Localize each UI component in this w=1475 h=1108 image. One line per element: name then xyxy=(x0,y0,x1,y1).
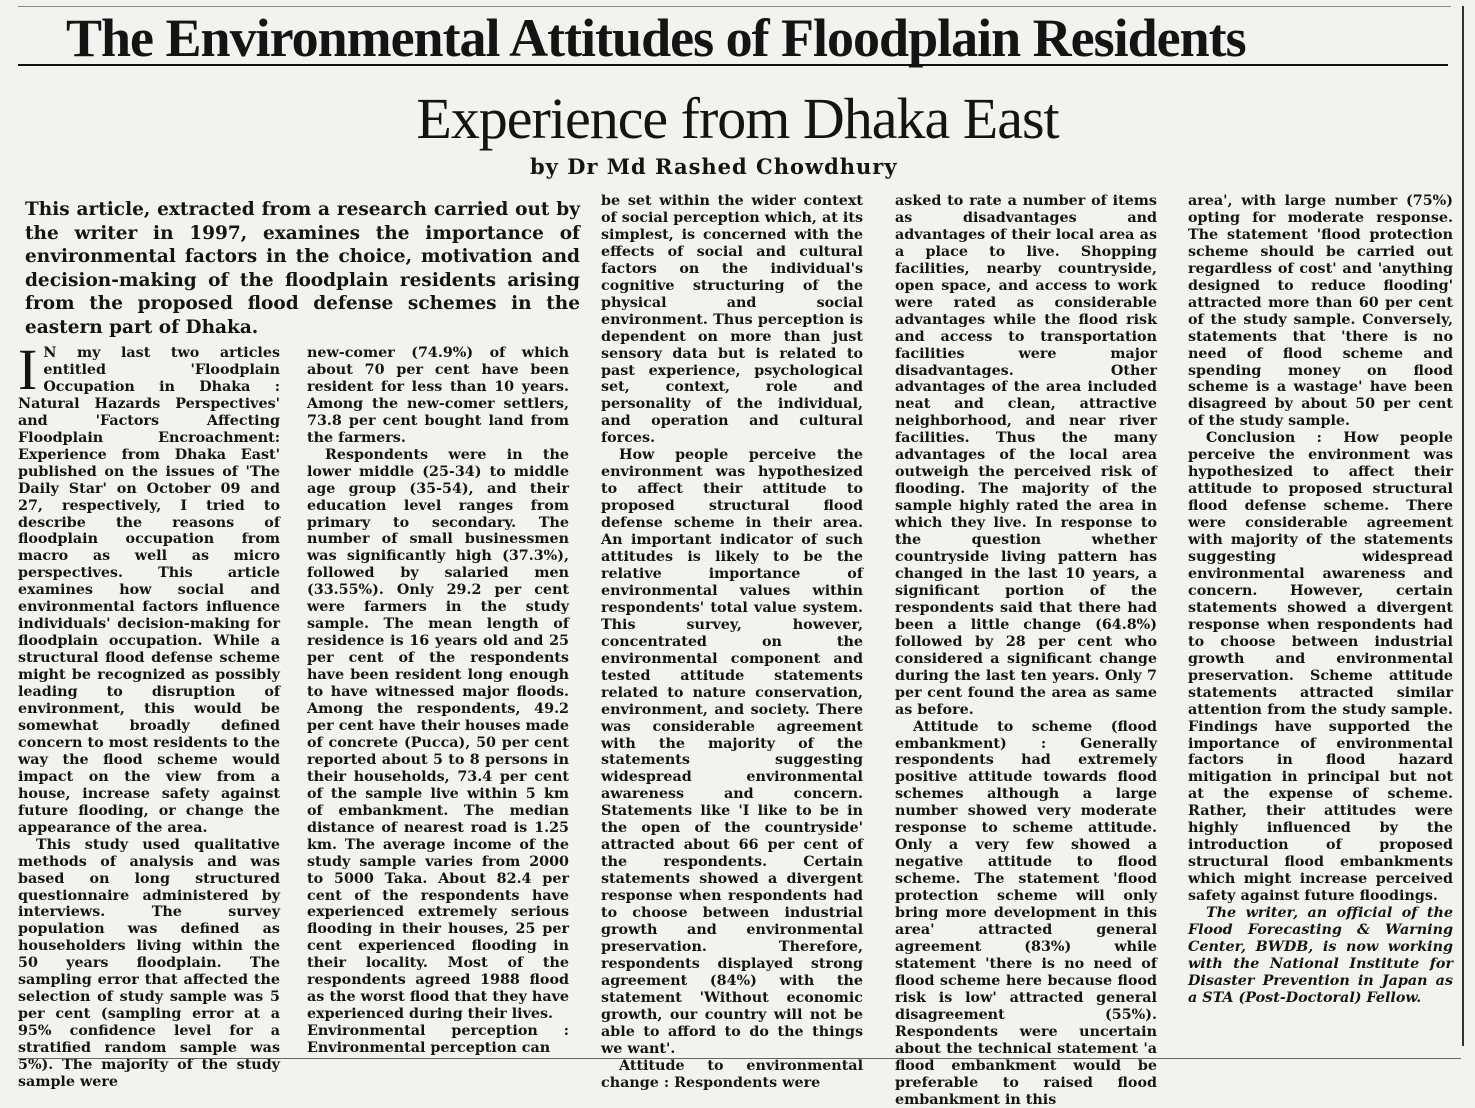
column-1-paragraph-2: This study used qualitative methods of analysis and was based on long structured questionnaire administered by interviews. The survey population was defined as householders living within the 50 years floodplain. The sampling error that affected the selection of study sample was 5 per cent (sampling error at a 95% confidence level for a stratified random sample was 5%). The majority of the study sample were xyxy=(18,836,280,1090)
column-4-text-2: Generally respondents had extremely positive attitude towards flood schemes although a large number showed very moderate response to scheme attitude. Only a very few showed a negative attitude to flood scheme. The statement 'flood protection scheme will only bring more development in this area' attracted general agreement (83%) while statement 'there is no need of flood scheme here because flood risk is low' attracted general disagreement (55%). Respondents were uncertain about the technical statement 'a flood embankment would be preferable to raised flood embankment in this xyxy=(895,735,1157,1108)
column-3-paragraph-1: be set within the wider context of social perception which, at its simplest, is concerned with the effects of social and cultural factors on the individual's cognitive structuring of the physical and social environment. Thus perception is dependent on more than just sensory data but is related to past experience, psychological set, context, role and personality of the individual, and operation and cultural forces. xyxy=(601,193,863,447)
column-3-paragraph-2: How people perceive the environment was hypothesized to affect their attitude to proposed structural flood defense scheme in their area. An important indicator of such attitudes is likely to be the relative importance of environmental values within respondents' total value system. This survey, however, concentrated on the environmental component and tested attitude statements related to nature conservation, environment, and society. There was considerable agreement with the majority of the statements suggesting widespread environmental awareness and concern. Statements like 'I like to be in the open of the countryside' attracted about 66 per cent of the respondents. Certain statements showed a divergent response when respondents had to choose between industrial growth and environmental preservation. Therefore, respondents displayed strong agreement (84%) with the statement 'Without economic growth, our country will not be able to afford to do the things we want'. xyxy=(601,447,863,1057)
column-5-paragraph-2 xyxy=(1188,430,1453,905)
column-3 xyxy=(601,193,863,1092)
author-footnote: The writer, an official of the Flood Forecasting & Warning Center, BWDB, is now working with the National Institute for Disaster Prevention in Japan as a STA (Post-Doctoral) Fellow. xyxy=(1188,905,1453,1006)
column-2-paragraph-2: Respondents were in the lower middle (25-34) to middle age group (35-54), and their education level ranges from primary to secondary. The number of small businessmen was significantly high (37.3%), followed by salaried men (33.55%). Only 29.2 per cent were farmers in the study sample. The mean length of residence is 16 years old and 25 per cent of the respondents have been resident long enough to have witnessed major floods. Among the respondents, 49.2 per cent have their houses made of concrete (Pucca), 50 per cent reported about 5 to 8 persons in their households, 73.4 per cent of the sample live within 5 km of embankment. The median distance of nearest road is 1.25 km. The average income of the study sample varies from 2000 to 5000 Taka. About 82.4 per cent of the respondents have experienced extremely serious flooding in their houses, 25 per cent experienced flooding in their locality. Most of the respondents agreed 1988 flood as the worst flood that they have experienced during their lives. xyxy=(307,446,569,1023)
column-border xyxy=(1462,6,1464,1046)
subheading-attitude-environmental-change: Attitude to environmental change : xyxy=(601,1057,863,1091)
column-4-paragraph-1: asked to rate a number of items as disadvantages and advantages of their local area as a place to live. Shopping facilities, nearby countryside, open space, and access to work were rated as considerable advantages while the flood risk and access to transportation facilities were major disadvantages. Other advantages of the area included neat and clean, attractive neighborhood, and near river facilities. Thus the many advantages of the local area outweigh the perceived risk of flooding. The majority of the sample highly rated the area in which they live. In response to the question whether countryside living pattern has changed in the last 10 years, a significant portion of the respondents said that there had been a little change (64.8%) followed by 28 per cent who considered a significant change during the last ten years. Only 7 per cent found the area as same as before. xyxy=(895,193,1157,718)
column-2 xyxy=(307,345,569,1057)
title-rule xyxy=(18,64,1448,66)
drop-cap: I xyxy=(18,337,38,402)
column-4-paragraph-2 xyxy=(895,719,1157,1108)
column-1-paragraph-1 xyxy=(18,337,280,837)
column-5-text-2: How people perceive the environment was hypothesized to affect their attitude to proposed structural flood defense scheme. There were considerable agreement with majority of the statements suggesting widespread environmental awareness and concern. However, certain statements showed a divergent response when respondents had to choose between industrial growth and environmental preservation. Scheme attitude statements attracted similar attention from the study sample. Findings have supported the importance of environmental factors in flood hazard mitigation in principal but not at the expense of scheme. Rather, their attitudes were highly influenced by the introduction of proposed structural flood embankments which might increase perceived safety against future floodings. xyxy=(1188,430,1454,905)
article-subtitle xyxy=(0,86,1475,152)
byline: by Dr Md Rashed Chowdhury xyxy=(530,154,898,179)
column-5 xyxy=(1188,193,1453,1007)
subheading-attitude-to-scheme: Attitude to scheme (flood embankment) : xyxy=(895,718,1157,752)
column-4 xyxy=(895,193,1157,1108)
column-2-text-3: Environmental perception can xyxy=(307,1040,551,1057)
column-5-paragraph-1: area', with large number (75%) opting for moderate response. The statement 'flood protection scheme should be carried out regardless of cost' and 'anything designed to reduce flooding' attracted more than 60 per cent of the study sample. Conversely, statements that 'there is no need of flood scheme and spending money on flood scheme is a wastage' have been disagreed by about 50 per cent of the study sample. xyxy=(1188,193,1453,430)
article-title: The Environmental Attitudes of Floodplain Residents xyxy=(66,8,1246,68)
subheading-environmental-perception: Environmental perception : xyxy=(307,1023,569,1040)
intro-paragraph: This article, extracted from a research carried out by the writer in 1997, examines the importance of environmental factors in the choice, motivation and decision-making of the floodplain residents arising from the proposed flood defense schemes in the eastern part of Dhaka. xyxy=(25,199,580,338)
column-1-text-1: N my last two articles entitled 'Floodplain Occupation in Dhaka : Natural Hazards Perspectives' and 'Factors Affecting Floodplain Encroachment: Experience from Dhaka East' published on the issues of 'The Daily Star' on October 09 and 27, respectively, I tried to describe the reasons of floodplain occupation from macro as well as micro perspectives. This article examines how social and environmental factors influence individuals' decision-making for floodplain occupation. While a structural flood defense scheme might be recognized as possibly leading to disruption of environment, this would be somewhat broadly defined concern to most residents to the way the flood scheme would impact on the view from a house, increase safety against future flooding, or change the appearance of the area. xyxy=(18,345,280,836)
subtitle-text: Experience from Dhaka East xyxy=(416,86,1059,151)
subheading-conclusion: Conclusion : xyxy=(1206,430,1322,447)
column-3-paragraph-3 xyxy=(601,1058,863,1092)
bottom-border xyxy=(18,1058,1461,1059)
column-2-paragraph-3 xyxy=(307,1023,569,1057)
column-2-paragraph-1: new-comer (74.9%) of which about 70 per cent have been resident for less than 10 years. Among the new-comer settlers, 73.8 per cent bought land from the farmers. xyxy=(307,345,569,446)
column-3-text-3: Respondents were xyxy=(674,1074,821,1091)
column-1 xyxy=(18,337,280,1091)
